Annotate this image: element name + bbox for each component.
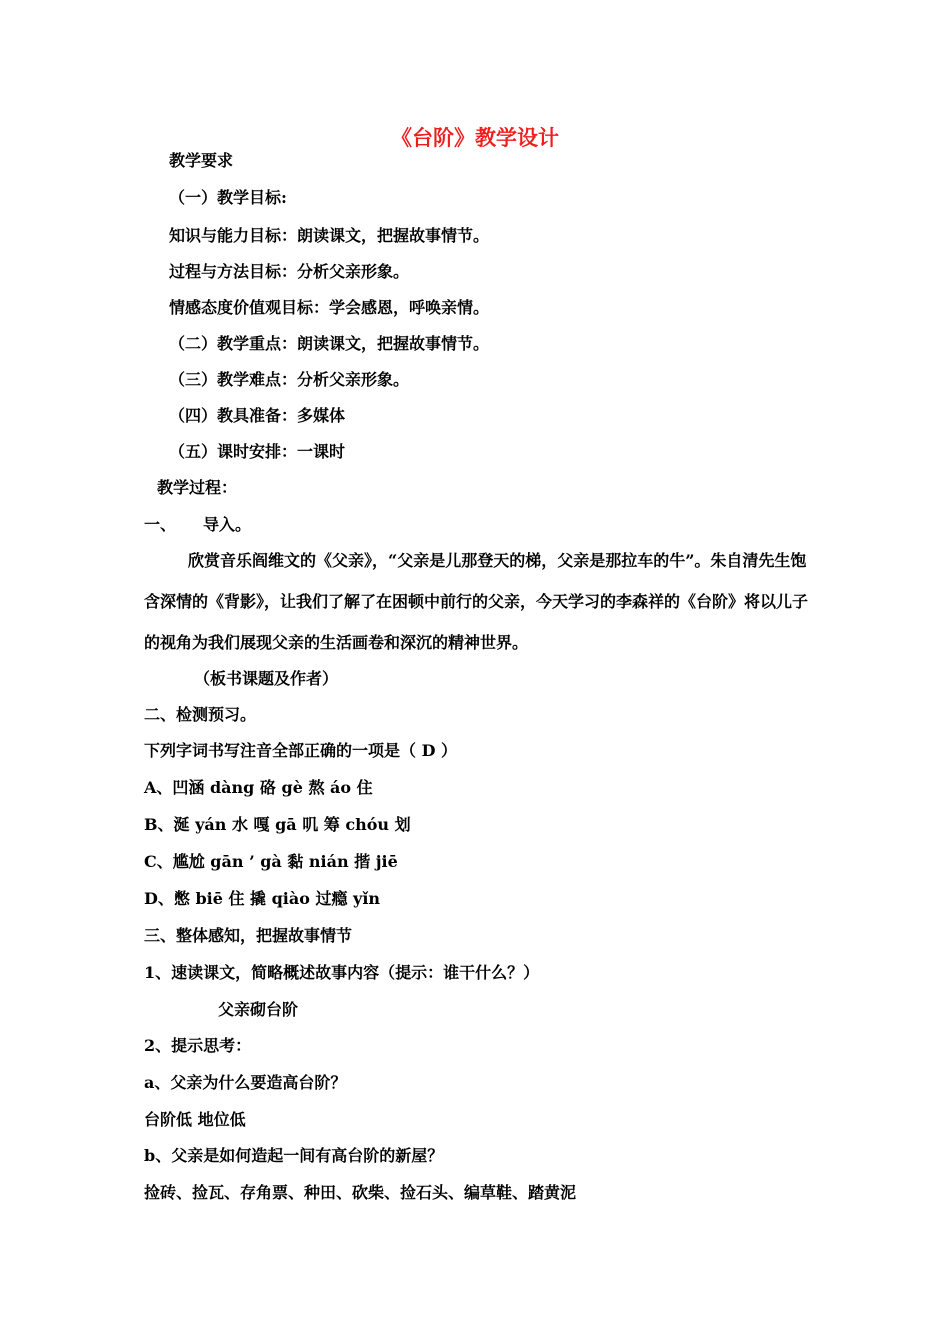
difficulty: （三）教学难点：分析父亲形象。 <box>169 370 410 389</box>
option-c: C、尴尬 gān ’ gà 黏 nián 揩 jiē <box>144 852 398 871</box>
process-heading: 教学过程： <box>157 478 238 497</box>
section3-title: 三、整体感知，把握故事情节 <box>144 926 353 945</box>
tools: （四）教具准备：多媒体 <box>169 406 346 425</box>
option-a: A、凹涵 dàng 硌 gè 熬 áo 住 <box>144 778 373 797</box>
schedule: （五）课时安排：一课时 <box>169 442 346 461</box>
goal-knowledge: 知识与能力目标：朗读课文，把握故事情节。 <box>169 226 490 245</box>
section2-title: 二、检测预习。 <box>144 705 257 724</box>
section1-title: 导入。 <box>203 515 252 534</box>
goal-process: 过程与方法目标：分析父亲形象。 <box>169 262 410 281</box>
goals-heading: （一）教学目标: <box>169 188 287 207</box>
requirements-heading: 教学要求 <box>169 151 234 170</box>
answer-b: 捡砖、捡瓦、存角票、种田、砍柴、捡石头、编草鞋、踏黄泥 <box>144 1183 577 1202</box>
task1: 1、速读课文，简略概述故事内容（提示：谁干什么？） <box>144 963 540 982</box>
key-point: （二）教学重点：朗读课文，把握故事情节。 <box>169 334 490 353</box>
task2: 2、提示思考： <box>144 1036 252 1055</box>
goal-emotion: 情感态度价值观目标：学会感恩，呼唤亲情。 <box>169 298 490 317</box>
question-a: a、父亲为什么要造高台阶？ <box>144 1073 347 1092</box>
option-d: D、憋 biē 住 撬 qiào 过瘾 yǐn <box>144 889 381 908</box>
question: 下列字词书写注音全部正确的一项是（ D ） <box>144 741 458 760</box>
intro-paragraph: 欣赏音乐阎维文的《父亲》，“父亲是儿那登天的梯，父亲是那拉车的牛”。朱自清先生饱含深情的《背影》，让我们了解了在困顿中前行的父亲，今天学习的李森祥的《台阶》将以儿子的视角为我们展现父亲的生活画卷和深沉的精神世界。 <box>144 551 809 652</box>
option-b: B、涎 yán 水 嘎 gā 叽 筹 chóu 划 <box>144 815 411 834</box>
question-b: b、父亲是如何造起一间有高台阶的新屋？ <box>144 1146 444 1165</box>
section1-number: 一、 <box>144 515 177 534</box>
task1-answer: 父亲砌台阶 <box>218 1000 299 1019</box>
board-note: （板书课题及作者） <box>194 669 339 688</box>
document-title: 《台阶》教学设计 <box>391 125 559 150</box>
answer-a: 台阶低 地位低 <box>144 1110 246 1129</box>
